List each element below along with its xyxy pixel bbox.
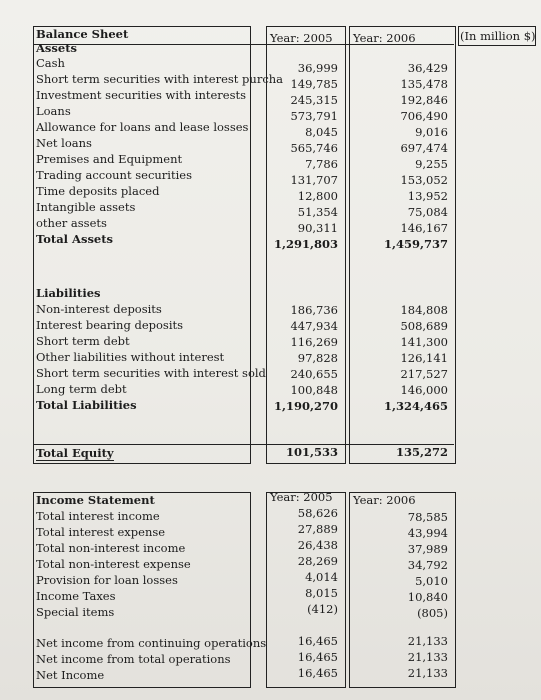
asset-2006-value: 36,429 [407, 61, 448, 75]
asset-label: Short term securities with interest purcha [36, 72, 284, 86]
liability-label: Non-interest deposits [36, 302, 162, 316]
asset-2006-value: 192,846 [400, 93, 448, 107]
asset-2005-value: 131,707 [290, 173, 338, 187]
total-equity-2006: 135,272 [395, 445, 448, 459]
asset-label: Cash [36, 56, 65, 70]
income-row-label: Provision for loan losses [36, 573, 178, 587]
liability-2006-value: 184,808 [400, 303, 448, 317]
income-2006-value: 10,840 [407, 590, 448, 604]
liability-label: Interest bearing deposits [36, 318, 184, 332]
total-assets-2006: 1,459,737 [383, 237, 448, 251]
income-2006-value: 5,010 [415, 574, 448, 588]
asset-2006-value: 697,474 [400, 141, 448, 155]
total-liabilities-label: Total Liabilities [36, 398, 137, 412]
income-year-2005-header: Year: 2005 [270, 490, 333, 504]
net-income-2005-value: 16,465 [297, 634, 338, 648]
income-2005-value: 26,438 [297, 538, 338, 552]
income-statement-title: Income Statement [36, 493, 155, 507]
liabilities-heading: Liabilities [36, 286, 101, 300]
income-2006-value: (805) [417, 606, 448, 620]
unit-note: (In million $) [460, 29, 536, 43]
balance-year-2006-header: Year: 2006 [353, 31, 416, 45]
asset-2005-value: 90,311 [297, 221, 338, 235]
asset-label: Investment securities with interests [36, 88, 247, 102]
total-assets-2005: 1,291,803 [273, 237, 338, 251]
income-2005-value: 28,269 [297, 554, 338, 568]
liability-2005-value: 186,736 [290, 303, 338, 317]
liability-2006-value: 141,300 [400, 335, 448, 349]
income-row-label: Total interest income [36, 509, 160, 523]
income-2005-value: 8,015 [305, 586, 338, 600]
asset-2006-value: 135,478 [400, 77, 448, 91]
net-income-row-label: Net income from total operations [36, 652, 231, 666]
asset-2005-value: 51,354 [297, 205, 338, 219]
liability-label: Short term securities with interest sold [36, 366, 266, 380]
net-income-row-label: Net Income [36, 668, 105, 682]
total-equity-label [36, 446, 114, 461]
liability-label: Other liabilities without interest [36, 350, 225, 364]
income-row-label: Total interest expense [36, 525, 166, 539]
total-liabilities-2006: 1,324,465 [383, 399, 448, 413]
asset-2006-value: 153,052 [400, 173, 448, 187]
liability-2005-value: 447,934 [290, 319, 338, 333]
net-income-row-label: Net income from continuing operations [36, 636, 267, 650]
balance-sheet-title: Balance Sheet [36, 27, 129, 41]
income-2005-value: 4,014 [305, 570, 338, 584]
asset-2006-value: 146,167 [400, 221, 448, 235]
assets-heading: Assets [36, 41, 77, 55]
asset-2005-value: 245,315 [290, 93, 338, 107]
net-income-2005-value: 16,465 [297, 650, 338, 664]
asset-2005-value: 573,791 [290, 109, 338, 123]
net-income-2005-value: 16,465 [297, 666, 338, 680]
net-income-2006-value: 21,133 [407, 666, 448, 680]
income-2006-value: 43,994 [407, 526, 448, 540]
income-2005-value: (412) [307, 602, 338, 616]
asset-label: Allowance for loans and lease losses [36, 120, 249, 134]
asset-label: Intangible assets [36, 200, 136, 214]
asset-label: other assets [36, 216, 107, 230]
net-income-2006-value: 21,133 [407, 650, 448, 664]
asset-label: Loans [36, 104, 71, 118]
liability-2005-value: 240,655 [290, 367, 338, 381]
income-2006-value: 78,585 [407, 510, 448, 524]
asset-2006-value: 13,952 [407, 189, 448, 203]
asset-2005-value: 8,045 [305, 125, 338, 139]
total-equity-label-text: Total Equity [36, 446, 114, 460]
liability-2006-value: 126,141 [400, 351, 448, 365]
asset-label: Premises and Equipment [36, 152, 183, 166]
income-row-label: Special items [36, 605, 115, 619]
asset-2005-value: 7,786 [305, 157, 338, 171]
liability-label: Long term debt [36, 382, 127, 396]
liability-2006-value: 146,000 [400, 383, 448, 397]
asset-2006-value: 9,255 [415, 157, 448, 171]
asset-2006-value: 75,084 [407, 205, 448, 219]
total-assets-label: Total Assets [36, 232, 114, 246]
income-year-2006-header: Year: 2006 [353, 493, 416, 507]
asset-2006-value: 706,490 [400, 109, 448, 123]
asset-label: Time deposits placed [36, 184, 160, 198]
asset-2005-value: 36,999 [297, 61, 338, 75]
income-2005-value: 27,889 [297, 522, 338, 536]
liability-label: Short term debt [36, 334, 130, 348]
income-2006-value: 37,989 [407, 542, 448, 556]
liability-2006-value: 508,689 [400, 319, 448, 333]
balance-year-2005-header: Year: 2005 [270, 31, 333, 45]
total-liabilities-2005: 1,190,270 [273, 399, 338, 413]
income-2005-value: 58,626 [297, 506, 338, 520]
asset-label: Net loans [36, 136, 92, 150]
liability-2005-value: 100,848 [290, 383, 338, 397]
asset-2006-value: 9,016 [415, 125, 448, 139]
income-row-label: Income Taxes [36, 589, 116, 603]
asset-2005-value: 12,800 [297, 189, 338, 203]
income-row-label: Total non-interest income [36, 541, 186, 555]
asset-label: Trading account securities [36, 168, 192, 182]
income-2006-value: 34,792 [407, 558, 448, 572]
asset-2005-value: 149,785 [290, 77, 338, 91]
liability-2005-value: 97,828 [297, 351, 338, 365]
total-equity-2005: 101,533 [285, 445, 338, 459]
liability-2006-value: 217,527 [400, 367, 448, 381]
liability-2005-value: 116,269 [290, 335, 338, 349]
net-income-2006-value: 21,133 [407, 634, 448, 648]
income-row-label: Total non-interest expense [36, 557, 191, 571]
asset-2005-value: 565,746 [290, 141, 338, 155]
